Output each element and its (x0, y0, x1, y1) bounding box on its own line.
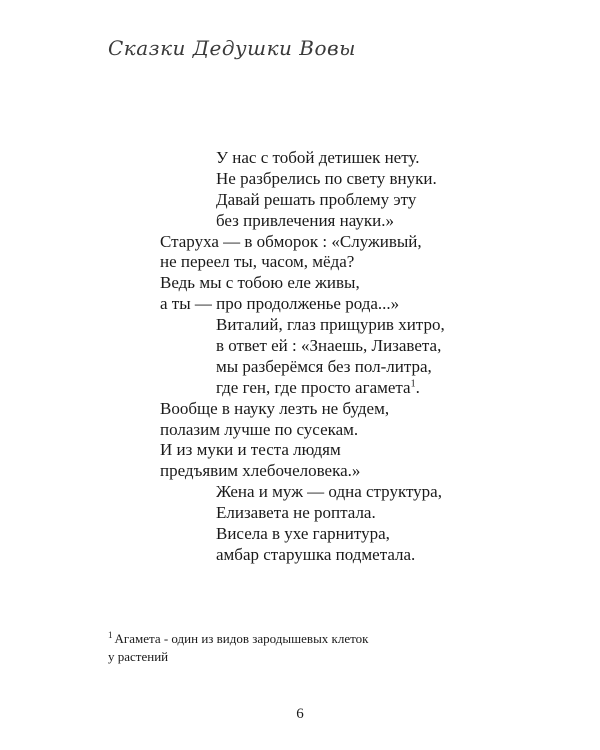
poem-line (160, 273, 445, 294)
poem-line-text: Не разбрелись по свету внуки. (216, 168, 437, 188)
footnote-mark: 1 (108, 629, 113, 640)
poem-line (160, 232, 445, 253)
poem-line-text: где ген, где просто агамета (216, 377, 411, 397)
footnote (108, 630, 368, 666)
poem-line (160, 482, 445, 503)
poem-line (160, 357, 445, 378)
poem-line (160, 524, 445, 545)
poem-line-text: не переел ты, часом, мёда? (160, 252, 355, 272)
poem-line-text: полазим лучше по сусекам. (160, 419, 359, 439)
poem-line-text: Виталий, глаз прищурив хитро, (216, 315, 445, 335)
poem-line-text: У нас с тобой детишек нету. (216, 148, 420, 167)
poem-line-text: в ответ ей : «Знаешь, Лизавета, (216, 336, 442, 356)
poem-line (160, 294, 445, 315)
page-number: 6 (296, 706, 304, 722)
poem-line (160, 378, 445, 399)
footnote-text: Агамета - один из видов зародышевых клеток (114, 631, 369, 646)
poem-line-text: амбар старушка подметала. (216, 544, 416, 564)
poem-line-text: Висела в ухе гарнитура, (216, 524, 390, 544)
poem-line-text: а ты — про продолженье рода...» (160, 294, 400, 314)
poem-line-punctuation: . (415, 377, 420, 397)
poem-line (160, 148, 445, 169)
poem-line-text: Жена и муж — одна структура, (216, 482, 442, 502)
poem-line (160, 315, 445, 336)
poem-line (160, 545, 445, 566)
poem-line-text: Ведь мы с тобою еле живы, (160, 273, 360, 293)
poem-line (160, 211, 445, 232)
poem-line (160, 503, 445, 524)
poem-line-text: Вообще в науку лезть не будем, (160, 398, 390, 418)
poem-line-text: мы разберёмся без пол-литра, (216, 356, 432, 376)
footnote-line: у растений (108, 649, 169, 664)
poem-line-text: без привлечения науки.» (216, 210, 394, 230)
poem-text (160, 148, 445, 566)
poem-line-text: предъявим хлебочеловека.» (160, 461, 361, 481)
poem-line (160, 190, 445, 211)
poem-line-text: Давай решать проблему эту (216, 189, 417, 209)
poem-line (160, 336, 445, 357)
poem-line (160, 252, 445, 273)
poem-line-text: И из муки и теста людям (160, 440, 341, 460)
poem-line (160, 399, 445, 420)
running-header-title: Сказки Дедушки Вовы (108, 36, 356, 60)
poem-line (160, 461, 445, 482)
footnote-line (108, 630, 368, 648)
poem-line (160, 420, 445, 441)
footnote-reference: 1 (410, 378, 416, 390)
poem-line (160, 169, 445, 190)
poem-line-text: Старуха — в обморок : «Служивый, (160, 231, 422, 251)
poem-line-text: Елизавета не роптала. (216, 503, 376, 523)
poem-line (160, 440, 445, 461)
